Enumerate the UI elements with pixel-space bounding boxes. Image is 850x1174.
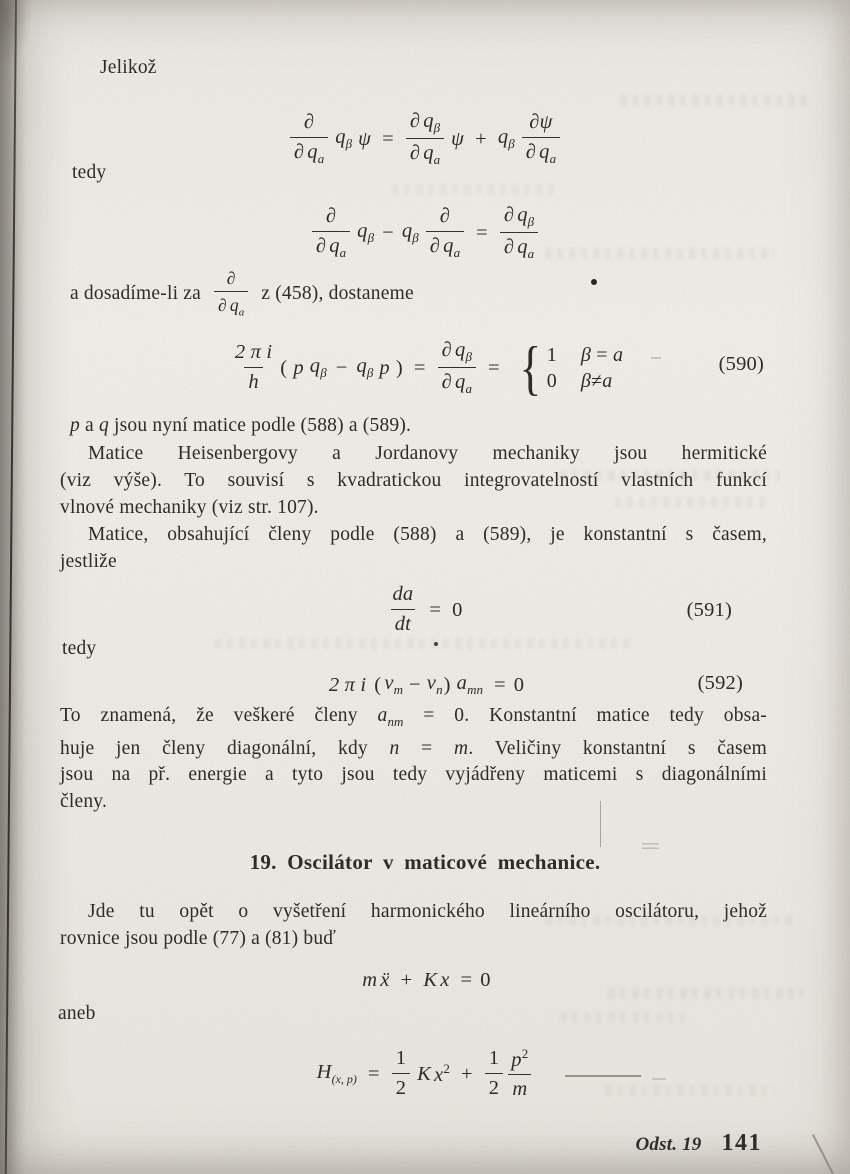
paragraph-tedy-2: tedy	[62, 638, 97, 659]
ink-speck	[651, 357, 661, 359]
equation-591: $\frac{da}{dt}$ = 0	[0, 577, 850, 643]
fraction: $\frac{\partial q_\beta}{\partial q_a}$	[438, 340, 476, 395]
left-brace: {	[519, 334, 542, 401]
fraction: $p^2$ m	[507, 1047, 532, 1101]
scan-artifact-dash	[565, 1075, 641, 1077]
section-reference: Odst. 19	[635, 1134, 702, 1155]
fraction: $\frac{1}{2}$	[485, 1048, 503, 1099]
equation-2: ∂ ∂ $q_a$ $q_\beta$ − $q_\beta$ ∂ ∂ $q_a$ = $\frac{\partial q_\beta}{\partial q_a}$	[0, 194, 850, 272]
ink-speck	[434, 642, 438, 646]
paragraph-jelikoz: Jelikož	[100, 57, 157, 78]
equation-hamiltonian: $H_{(x, p)}$ = $\frac{1}{2}$ K $x^2$ + $\frac{1}{2}$ $p^2$ m	[0, 1034, 850, 1114]
scan-artifact-scratch	[812, 1134, 833, 1174]
fraction: $\frac{1}{2}$	[392, 1048, 410, 1099]
fraction: ∂ ∂ $q_a$	[312, 206, 350, 259]
scan-artifact-marks	[642, 842, 659, 849]
scan-artifact-line	[600, 801, 601, 847]
fraction: $\frac{\partial q_\beta}{\partial q_a}$	[406, 111, 444, 166]
equation-592: 2 π i ( $\nu_m$ − $\nu_n$ ) $a_{mn}$ = 0	[328, 671, 525, 698]
paragraph-to-znamena: To znamená, že veškeré členy $a_{nm} = 0$. Konstantní matice tedy obsa- huje jen členy diagonální, kdy n = m. Veličiny konstantní s časem jsou na př. energie a tyto jsou tedy vyjádřeny maticemi s diagonálními členy.	[60, 705, 767, 813]
fraction: $\frac{da}{dt}$	[392, 583, 414, 635]
fraction: ∂ ∂ $q_a$	[290, 112, 328, 165]
equation-number-591: (591)	[686, 599, 732, 621]
fraction: ∂ψ ∂ $q_a$	[522, 112, 560, 165]
scan-artifact-dash	[652, 1078, 666, 1080]
equation-590: 2 π i h ( p $q_\beta$ − $q_\beta$ p ) = $\frac{\partial q_\beta}{\partial q_a}$ = { 1 β = a 0 β≠a	[0, 324, 850, 412]
paragraph-tedy-1: tedy	[72, 162, 107, 183]
fraction-inline: ∂ ∂ $q_a$	[214, 269, 248, 318]
section-heading: 19. Oscilátor v maticové mechanice.	[249, 850, 601, 874]
bleedthrough-smudge	[560, 1012, 685, 1023]
paragraph-jde: Jde tu opět o vyšetření harmonického lineárního oscilátoru, jehož rovnice jsou podle (77) a (81) buď	[60, 901, 767, 949]
fraction: ∂ ∂ $q_a$	[426, 206, 464, 259]
paragraph-aneb: aneb	[58, 1003, 96, 1024]
ink-speck	[591, 279, 597, 285]
page-number: 141	[721, 1130, 762, 1156]
page-footer	[636, 1130, 763, 1157]
equation-number-590: (590)	[718, 353, 764, 375]
paragraph-pq: p a q jsou nyní matice podle (588) a (589).	[70, 415, 412, 436]
fraction: $\frac{\partial q_\beta}{\partial q_a}$	[500, 205, 538, 260]
paragraph-matice-1: Matice Heisenbergovy a Jordanovy mechaniky jsou hermitické (viz výše). To souvisí s kvadratickou integrovatelností vlastních funkcí vlnové mechaniky (viz str. 107).	[60, 443, 767, 518]
fraction: 2 π i h	[234, 341, 273, 393]
equation-number-592: (592)	[697, 672, 743, 694]
paragraph-matice-2: Matice, obsahující členy podle (588) a (589), je konstantní s časem, jestliže	[60, 524, 767, 572]
cases-bracket: { 1 β = a 0 β≠a	[519, 334, 624, 401]
paragraph-dosadime: a dosadíme-li za ∂ ∂ $q_a$ z (458), dostaneme	[70, 268, 414, 319]
equation-1: ∂ ∂ $q_a$ $q_\beta$ ψ = $\frac{\partial q_\beta}{\partial q_a}$ ψ + $q_\beta$ ∂ψ ∂ $q_a$	[0, 96, 850, 182]
corner-shadow	[0, 0, 34, 70]
equation-motion: m ẍ + K x = 0	[362, 968, 491, 991]
